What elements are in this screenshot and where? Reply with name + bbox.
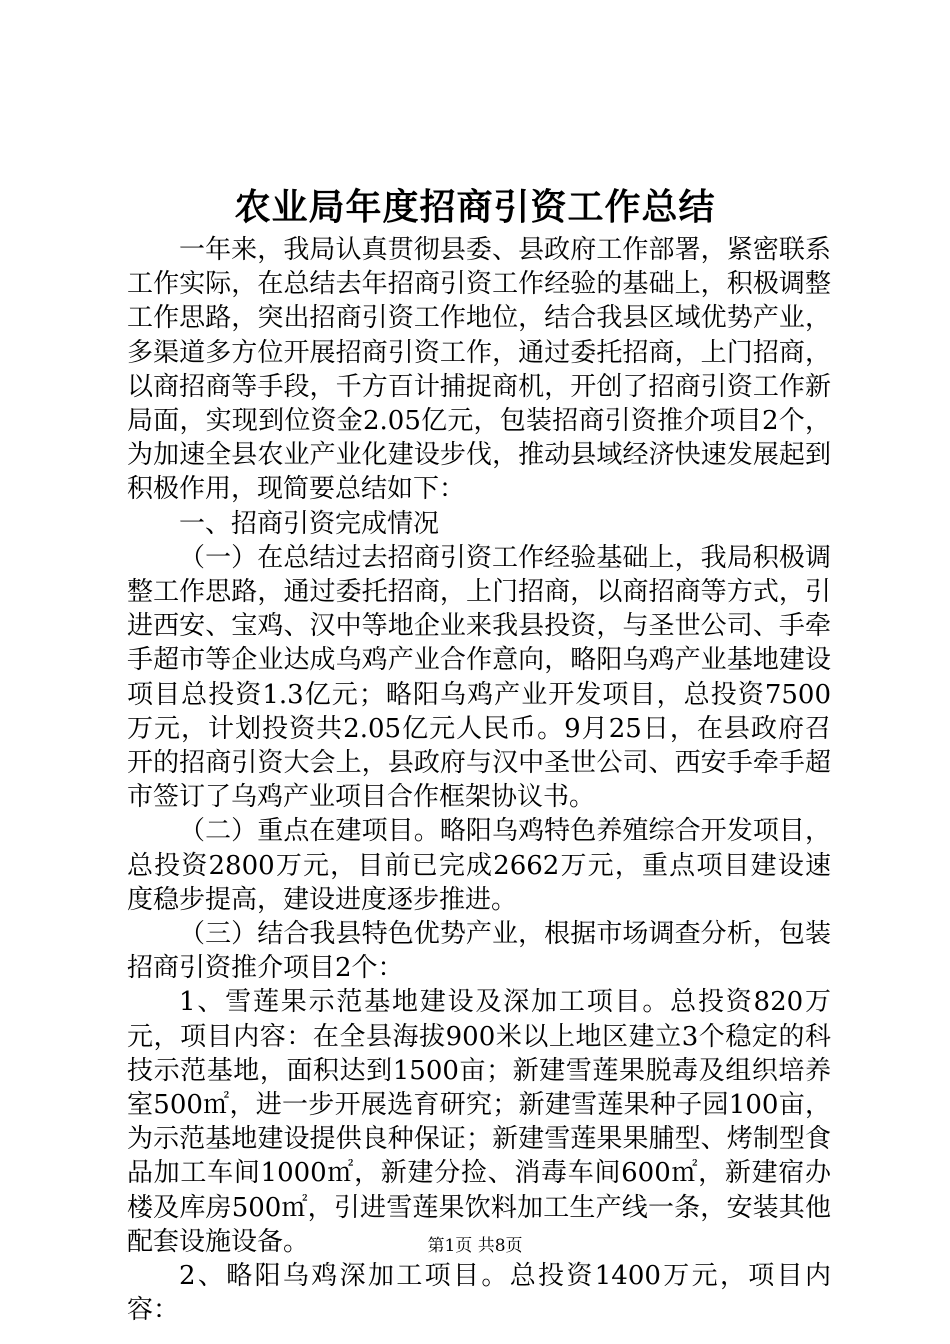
paragraph-item-2: （二）重点在建项目。略阳乌鸡特色养殖综合开发项目，总投资2800万元，目前已完成2662万元，重点项目建设速度稳步提高，建设进度逐步推进。 (127, 816, 831, 915)
document-title: 农业局年度招商引资工作总结 (234, 186, 716, 228)
paragraph-project-2: 2、略阳乌鸡深加工项目。总投资1400万元，项目内容： (127, 1261, 831, 1326)
paragraph-item-3: （三）结合我县特色优势产业，根据市场调查分析，包装招商引资推介项目2个： (127, 919, 831, 984)
paragraph-item-1: （一）在总结过去招商引资工作经验基础上，我局积极调整工作思路，通过委托招商，上门招商，以商招商等方式，引进西安、宝鸡、汉中等地企业来我县投资，与圣世公司、手牵手超市等企业达成乌鸡产业合作意向，略阳乌鸡产业基地建设项目总投资1.3亿元；略阳乌鸡产业开发项目，总投资7500万元，计划投资共2.05亿元人民币。9月25日，在县政府召开的招商引资大会上，县政府与汉中圣世公司、西安手牵手超市签订了乌鸡产业项目合作框架协议书。 (127, 542, 831, 813)
paragraph-project-1: 1、雪莲果示范基地建设及深加工项目。总投资820万元，项目内容：在全县海拔900米以上地区建立3个稳定的科技示范基地，面积达到1500亩；新建雪莲果脱毒及组织培养室500㎡，进一步开展选育研究；新建雪莲果种子园100亩，为示范基地建设提供良种保证；新建雪莲果果脯型、烤制型食品加工车间1000㎡，新建分捡、消毒车间600㎡，新建宿办楼及库房500㎡，引进雪莲果饮料加工生产线一条，安装其他配套设施设备。 (127, 987, 831, 1257)
paragraph-intro: 一年来，我局认真贯彻县委、县政府工作部署，紧密联系工作实际，在总结去年招商引资工作经验的基础上，积极调整工作思路，突出招商引资工作地位，结合我县区域优势产业，多渠道多方位开展招商引资工作，通过委托招商，上门招商，以商招商等手段，千方百计捕捉商机，开创了招商引资工作新局面，实现到位资金2.05亿元，包装招商引资推介项目2个，为加速全县农业产业化建设步伐，推动县域经济快速发展起到积极作用，现简要总结如下： (127, 235, 831, 505)
section-heading-1: 一、招商引资完成情况 (179, 508, 440, 539)
page-number-footer: 第1页 共8页 (427, 1236, 523, 1256)
document-body (127, 233, 831, 1328)
